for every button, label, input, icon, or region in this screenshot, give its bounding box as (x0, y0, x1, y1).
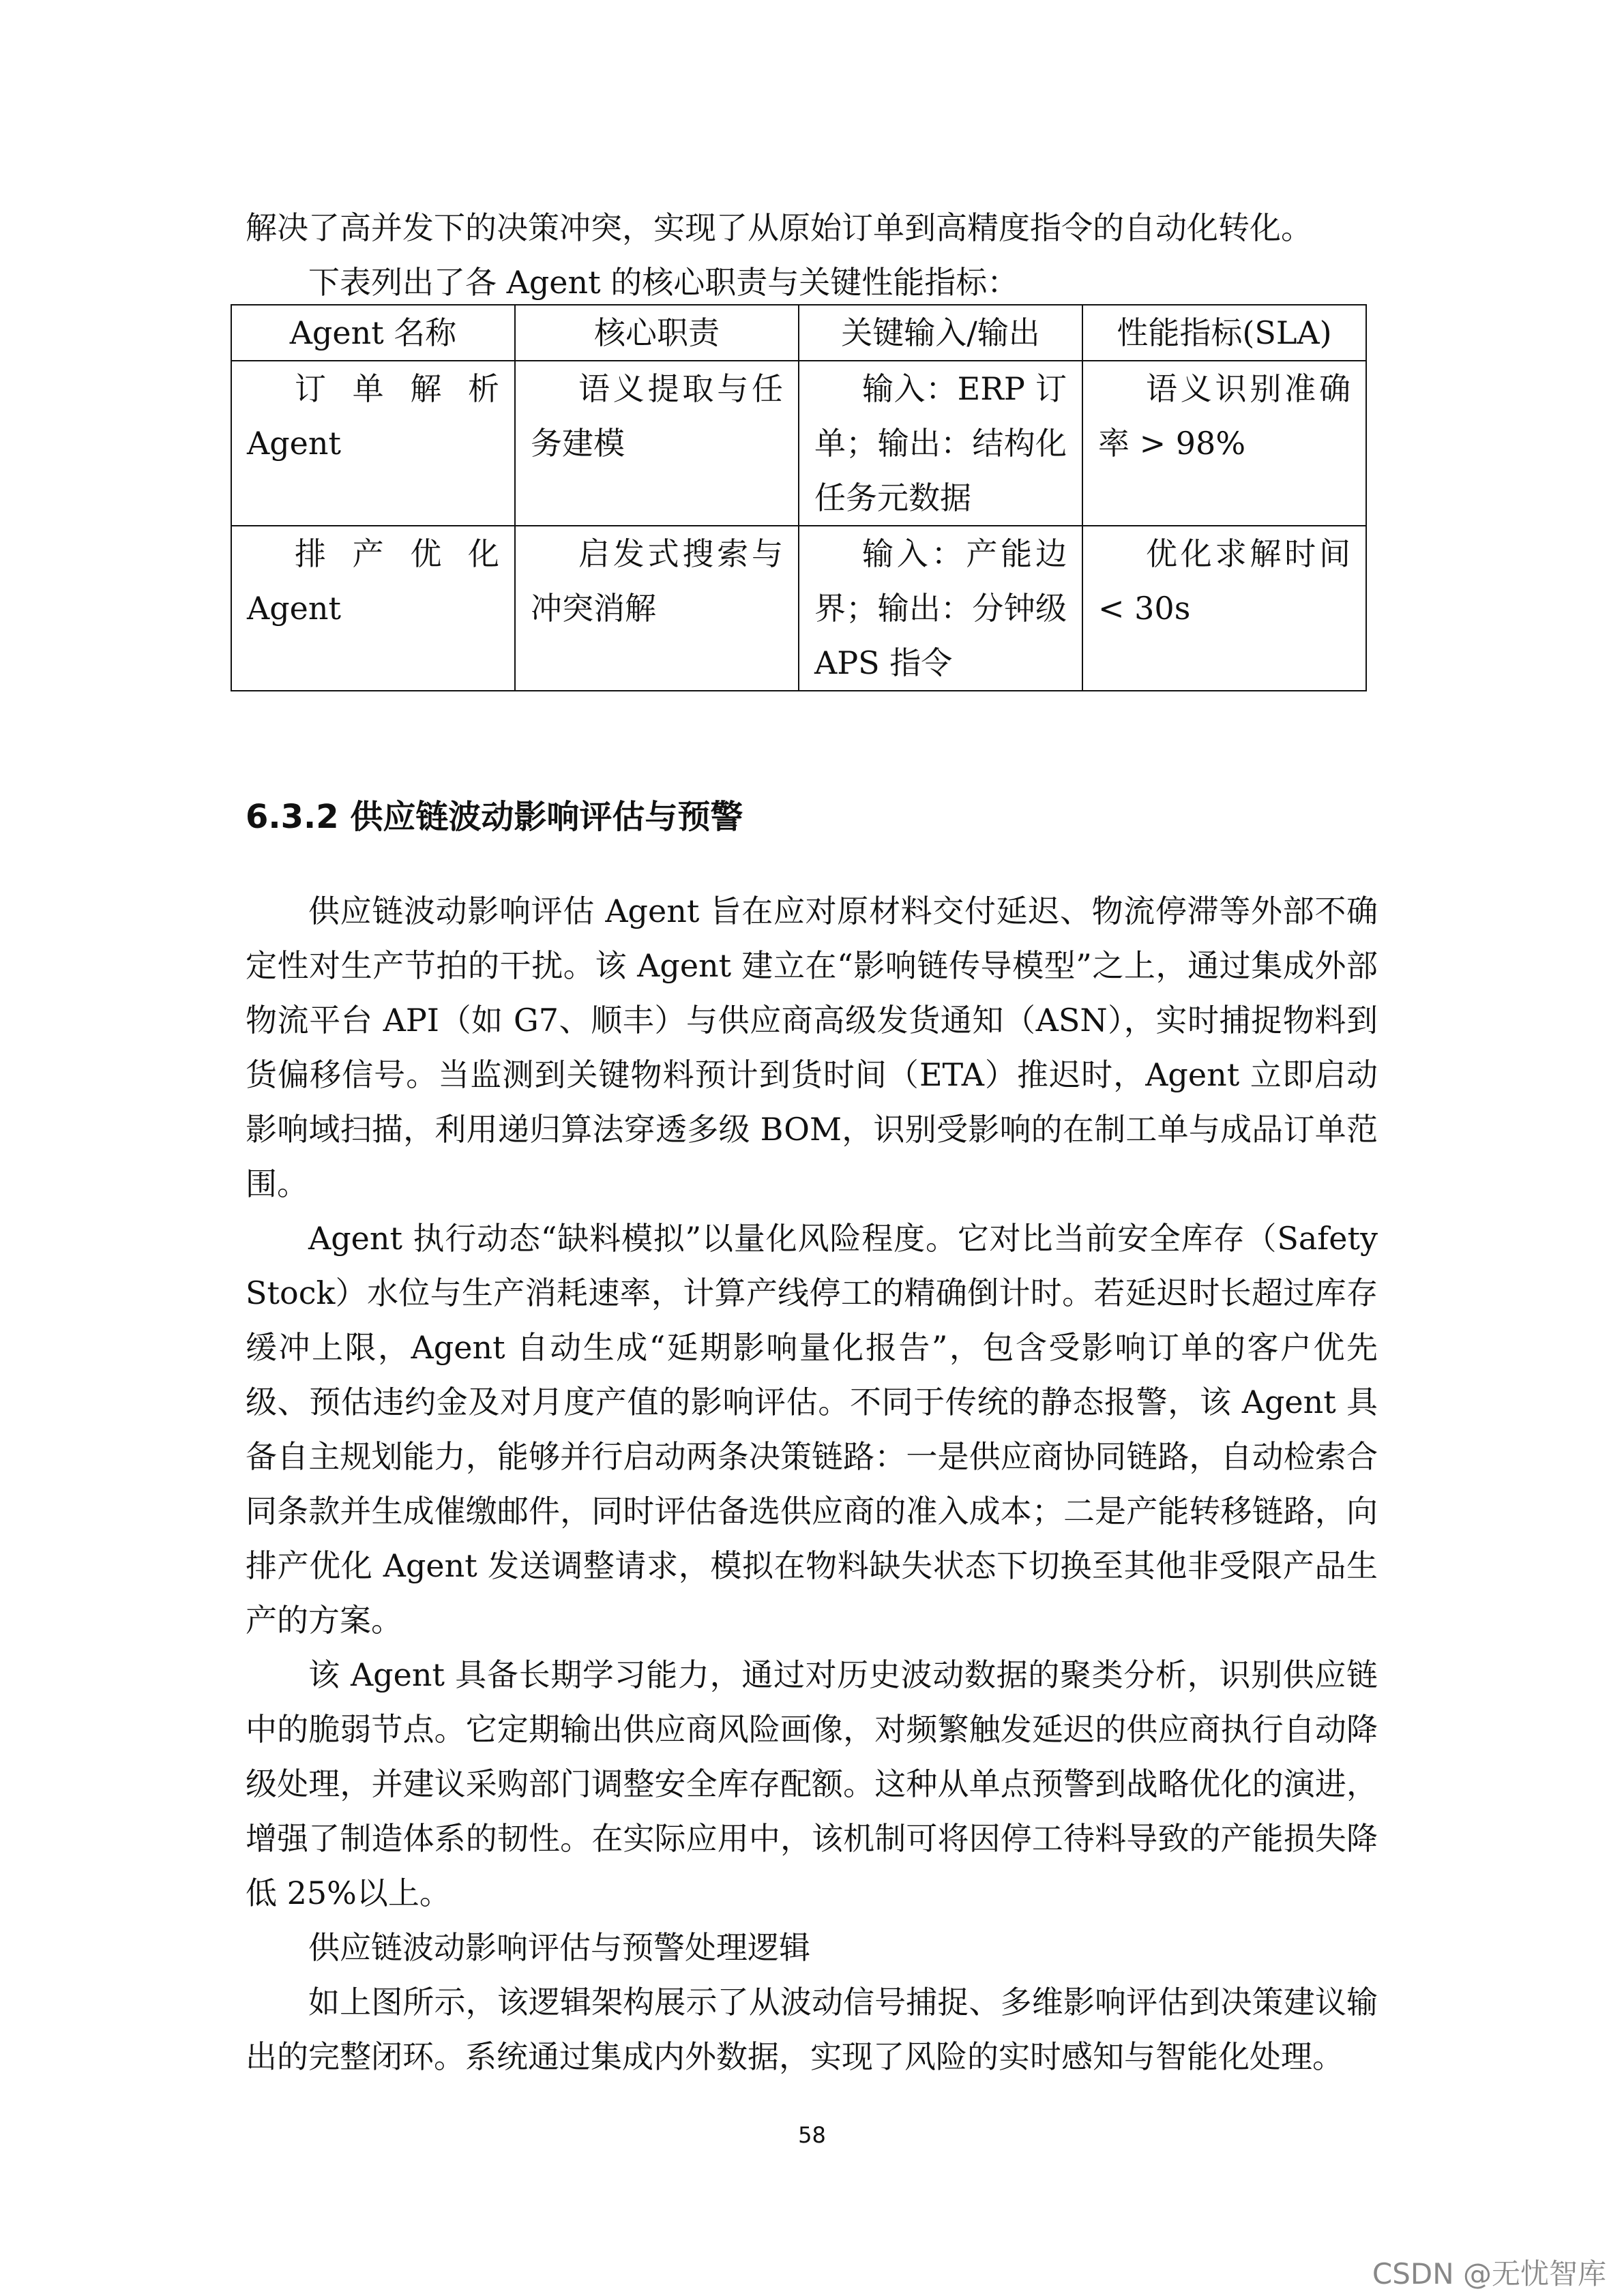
table-cell: 输入：ERP 订单；输出：结构化任务元数据 (799, 361, 1082, 526)
intro-block (246, 200, 1378, 310)
agent-table (231, 304, 1367, 691)
paragraph: 供应链波动影响评估 Agent 旨在应对原材料交付延迟、物流停滞等外部不确定性对生产节拍的干扰。该 Agent 建立在“影响链传导模型”之上，通过集成外部物流平台 API（如 G7、顺丰）与供应商高级发货通知（ASN），实时捕捉物料到货偏移信号。当监测到关键物料预计到货时间（ETA）推迟时，Agent 立即启动影响域扫描，利用递归算法穿透多级 BOM，识别受影响的在制工单与成品订单范围。 (246, 893, 1378, 1202)
section-heading: 6.3.2 供应链波动影响评估与预警 (246, 798, 743, 836)
table-cell: 输入：产能边界；输出：分钟级 APS 指令 (799, 526, 1082, 691)
table-row (231, 361, 1366, 526)
table-header-cell: Agent 名称 (231, 305, 515, 361)
table-cell: 订 单 解 析 Agent (231, 361, 515, 526)
table-row (231, 526, 1366, 691)
figure-caption: 供应链波动影响评估与预警处理逻辑 (308, 1929, 810, 1966)
table-header-cell: 关键输入/输出 (799, 305, 1082, 361)
table-header-cell: 性能指标(SLA) (1082, 305, 1366, 361)
section-body (246, 884, 1378, 2084)
paragraph: Agent 执行动态“缺料模拟”以量化风险程度。它对比当前安全库存（Safety Stock）水位与生产消耗速率，计算产线停工的精确倒计时。若延迟时长超过库存缓冲上限，Agent 自动生成“延期影响量化报告”，包含受影响订单的客户优先级、预估违约金及对月度产值的影响评估。不同于传统的静态报警，该 Agent 具备自主规划能力，能够并行启动两条决策链路：一是供应商协同链路，自动检索合同条款并生成催缴邮件，同时评估备选供应商的准入成本；二是产能转移链路，向排产优化 Agent 发送调整请求，模拟在物料缺失状态下切换至其他非受限产品生产的方案。 (246, 1220, 1378, 1639)
paragraph: 如上图所示，该逻辑架构展示了从波动信号捕捉、多维影响评估到决策建议输出的完整闭环。系统通过集成内外数据，实现了风险的实时感知与智能化处理。 (246, 1984, 1378, 2075)
watermark: CSDN @无忧智库 (1372, 2257, 1606, 2291)
table-cell: 排 产 优 化 Agent (231, 526, 515, 691)
page-number: 58 (798, 2122, 826, 2148)
table-cell: 启发式搜索与冲突消解 (515, 526, 799, 691)
paragraph: 该 Agent 具备长期学习能力，通过对历史波动数据的聚类分析，识别供应链中的脆弱节点。它定期输出供应商风险画像，对频繁触发延迟的供应商执行自动降级处理，并建议采购部门调整安全库存配额。这种从单点预警到战略优化的演进，增强了制造体系的韧性。在实际应用中，该机制可将因停工待料导致的产能损失降低 25%以上。 (246, 1656, 1378, 1911)
table-cell: 优化求解时间 < 30s (1082, 526, 1366, 691)
intro-line-1: 解决了高并发下的决策冲突，实现了从原始订单到高精度指令的自动化转化。 (246, 209, 1312, 246)
table-cell: 语义识别准确率 > 98% (1082, 361, 1366, 526)
table-header-cell: 核心职责 (515, 305, 799, 361)
intro-line-2: 下表列出了各 Agent 的核心职责与关键性能指标： (308, 264, 1019, 301)
table-cell: 语义提取与任务建模 (515, 361, 799, 526)
table-header-row (231, 305, 1366, 361)
